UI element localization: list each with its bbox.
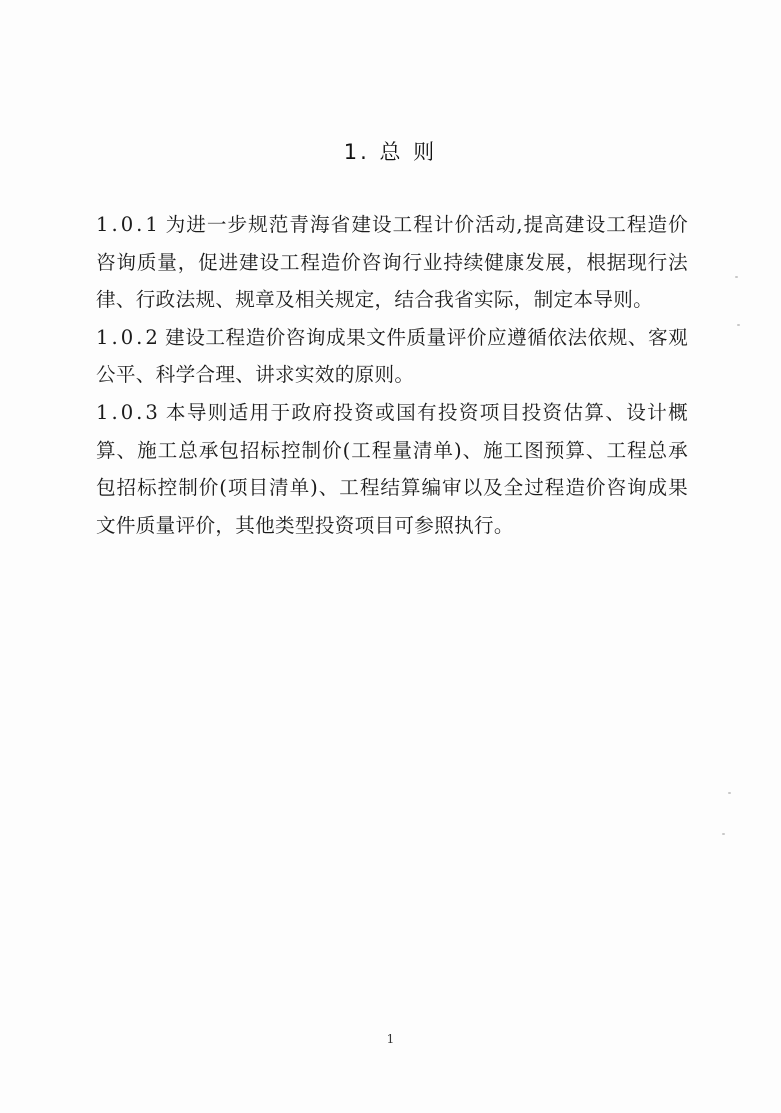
page-number: 1 [386, 1032, 395, 1046]
clause-1-0-1 [96, 206, 688, 319]
document-body [96, 206, 688, 544]
scan-speck [722, 833, 725, 835]
section-title: 1. 总 则 [343, 140, 438, 164]
clause-number: 1.0.1 [96, 213, 161, 236]
clause-text: 为进一步规范青海省建设工程计价活动,提高建设工程造价咨询质量，促进建设工程造价咨询行业持续健康发展，根据现行法律、行政法规、规章及相关规定，结合我省实际，制定本导则。 [96, 213, 688, 312]
scan-speck [728, 792, 731, 794]
scan-speck [735, 276, 738, 278]
clause-number: 1.0.3 [96, 400, 161, 424]
clause-text: 建设工程造价咨询成果文件质量评价应遵循依法依规、客观公平、科学合理、讲求实效的原则。 [96, 325, 688, 387]
clause-text: 本导则适用于政府投资或国有投资项目投资估算、设计概算、施工总承包招标控制价(工程量清单)、施工图预算、工程总承包招标控制价(项目清单)、工程结算编审以及全过程造价咨询成果文件质量评价，其他类型投资项目可参照执行。 [96, 400, 688, 537]
scan-speck [737, 324, 740, 326]
clause-1-0-2 [96, 319, 688, 394]
clause-number: 1.0.2 [96, 325, 161, 349]
clause-1-0-3 [96, 394, 688, 544]
